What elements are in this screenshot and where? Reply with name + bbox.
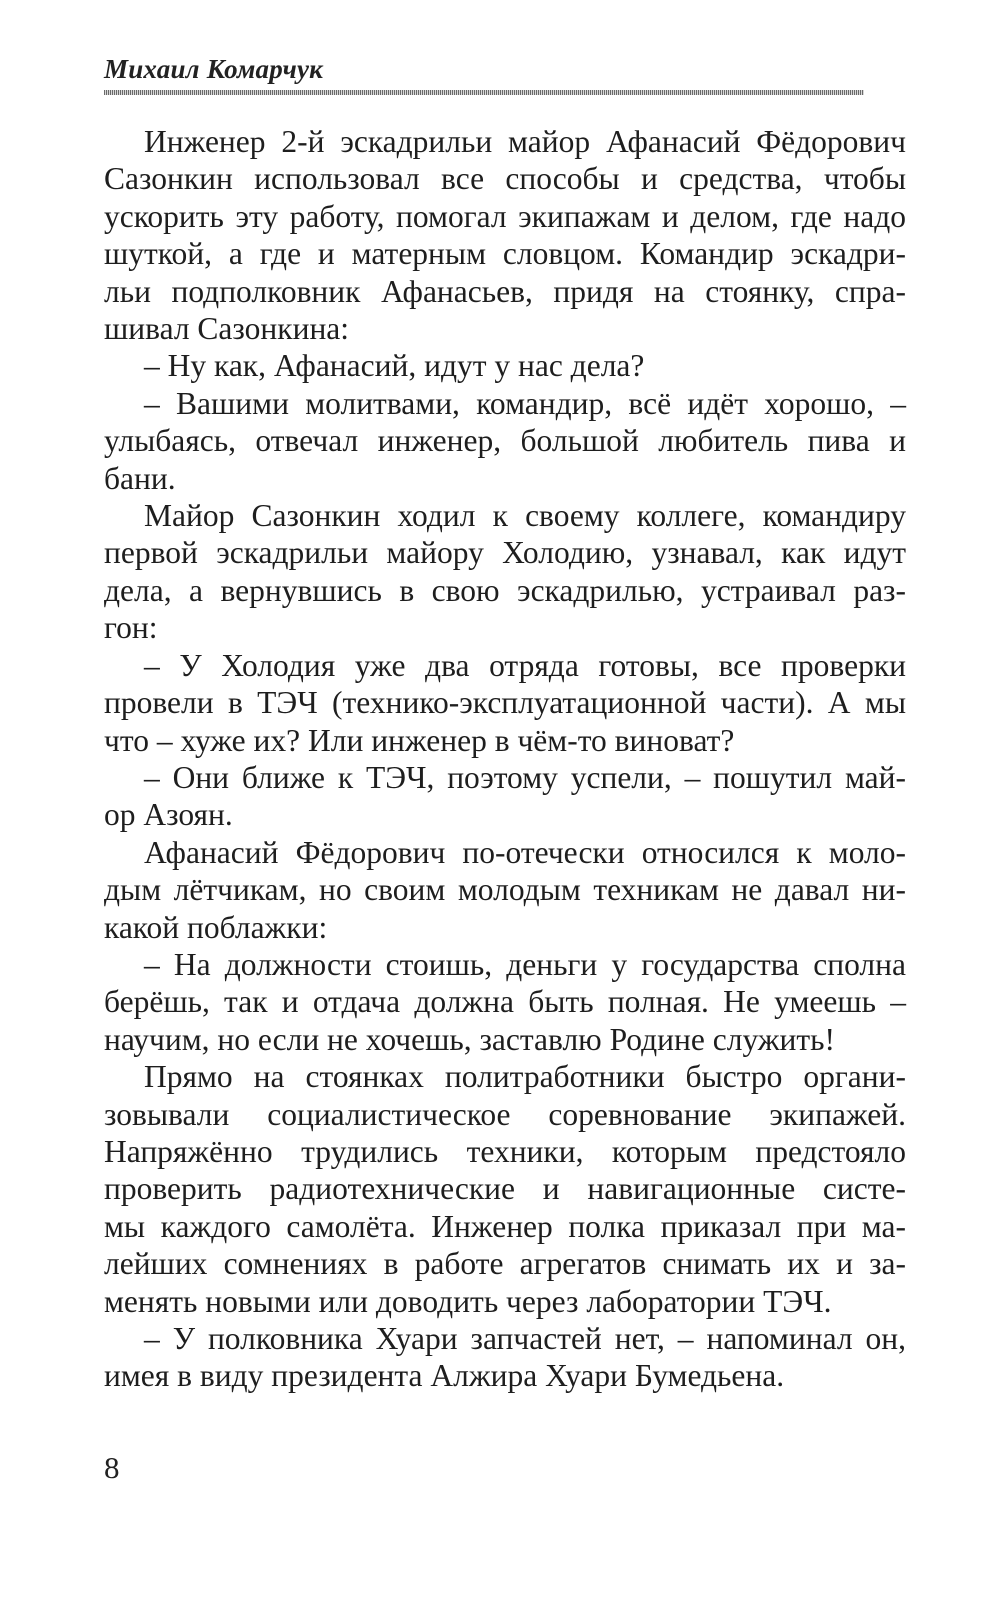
text-line: научим, но если не хочешь, заставлю Родине служить! bbox=[104, 1021, 836, 1057]
text-line: дым лётчикам, но своим молодым техникам не давал ни- bbox=[104, 872, 906, 908]
text-line: – Ну как, Афанасий, идут у нас дела? bbox=[144, 348, 645, 384]
paragraph-8 bbox=[104, 946, 906, 1058]
body-text bbox=[104, 123, 906, 1395]
paragraph-5 bbox=[104, 647, 906, 759]
text-line: шивал Сазонкина: bbox=[104, 311, 350, 347]
text-line: лейших сомнениях в работе агрегатов снимать их и за- bbox=[104, 1246, 906, 1282]
text-line: Сазонкин использовал все способы и средства, чтобы bbox=[104, 161, 906, 197]
text-line: Напряжённо трудились техники, которым предстояло bbox=[104, 1133, 906, 1169]
text-line: – У полковника Хуари запчастей нет, – напоминал он, bbox=[144, 1321, 906, 1356]
running-head bbox=[104, 52, 864, 95]
text-line: Майор Сазонкин ходил к своему коллеге, командиру bbox=[144, 498, 906, 534]
page-number: 8 bbox=[104, 1450, 120, 1485]
paragraph-10 bbox=[104, 1320, 906, 1395]
paragraph-1 bbox=[104, 123, 906, 347]
text-line: – На должности стоишь, деньги у государства сполна bbox=[144, 946, 906, 982]
paragraph-6 bbox=[104, 759, 906, 834]
text-line: берёшь, так и отдача должна быть полная. Не умеешь – bbox=[104, 984, 906, 1020]
text-line: зовывали социалистическое соревнование экипажей. bbox=[104, 1096, 906, 1132]
paragraph-2 bbox=[104, 347, 906, 384]
text-line: – У Холодия уже два отряда готовы, все проверки bbox=[144, 647, 906, 683]
text-line: ускорить эту работу, помогал экипажам и делом, где надо bbox=[104, 198, 906, 234]
text-line: провели в ТЭЧ (технико-эксплуатационной части). А мы bbox=[104, 685, 906, 721]
text-line: – Они ближе к ТЭЧ, поэтому успели, – пошутил май- bbox=[144, 759, 906, 795]
text-line: проверить радиотехнические и навигационные систе- bbox=[104, 1171, 906, 1207]
paragraph-3 bbox=[104, 385, 906, 497]
paragraph-9 bbox=[104, 1058, 906, 1320]
text-line: какой поблажки: bbox=[104, 909, 328, 945]
paragraph-7 bbox=[104, 834, 906, 946]
text-line: что – хуже их? Или инженер в чём-то виноват? bbox=[104, 722, 735, 758]
text-line: ор Азоян. bbox=[104, 797, 233, 833]
text-line: шуткой, а где и матерным словцом. Командир эскадри- bbox=[104, 236, 906, 272]
header-rule bbox=[104, 90, 864, 95]
text-line: льи подполковник Афанасьев, придя на стоянку, спра- bbox=[104, 273, 906, 309]
text-line: дела, а вернувшись в свою эскадрилью, устраивал раз- bbox=[104, 572, 906, 608]
text-line: – Вашими молитвами, командир, всё идёт хорошо, – bbox=[144, 385, 906, 421]
text-line: Прямо на стоянках политработники быстро органи- bbox=[144, 1059, 906, 1095]
text-line: первой эскадрильи майору Холодию, узнавал, как идут bbox=[104, 535, 906, 571]
text-line: бани. bbox=[104, 460, 176, 496]
text-line: менять новыми или доводить через лаборатории ТЭЧ. bbox=[104, 1283, 832, 1319]
text-line: Афанасий Фёдорович по-отечески относился к моло- bbox=[144, 834, 906, 870]
text-line: гон: bbox=[104, 610, 158, 646]
text-line: Инженер 2-й эскадрильи майор Афанасий Фёдорович bbox=[144, 124, 906, 159]
paragraph-4 bbox=[104, 497, 906, 647]
text-line: имея в виду президента Алжира Хуари Бумедьена. bbox=[104, 1358, 785, 1394]
text-line: мы каждого самолёта. Инженер полка приказал при ма- bbox=[104, 1208, 906, 1244]
author-running-title: Михаил Комарчук bbox=[104, 54, 324, 84]
text-line: улыбаясь, отвечал инженер, большой любитель пива и bbox=[104, 423, 906, 459]
